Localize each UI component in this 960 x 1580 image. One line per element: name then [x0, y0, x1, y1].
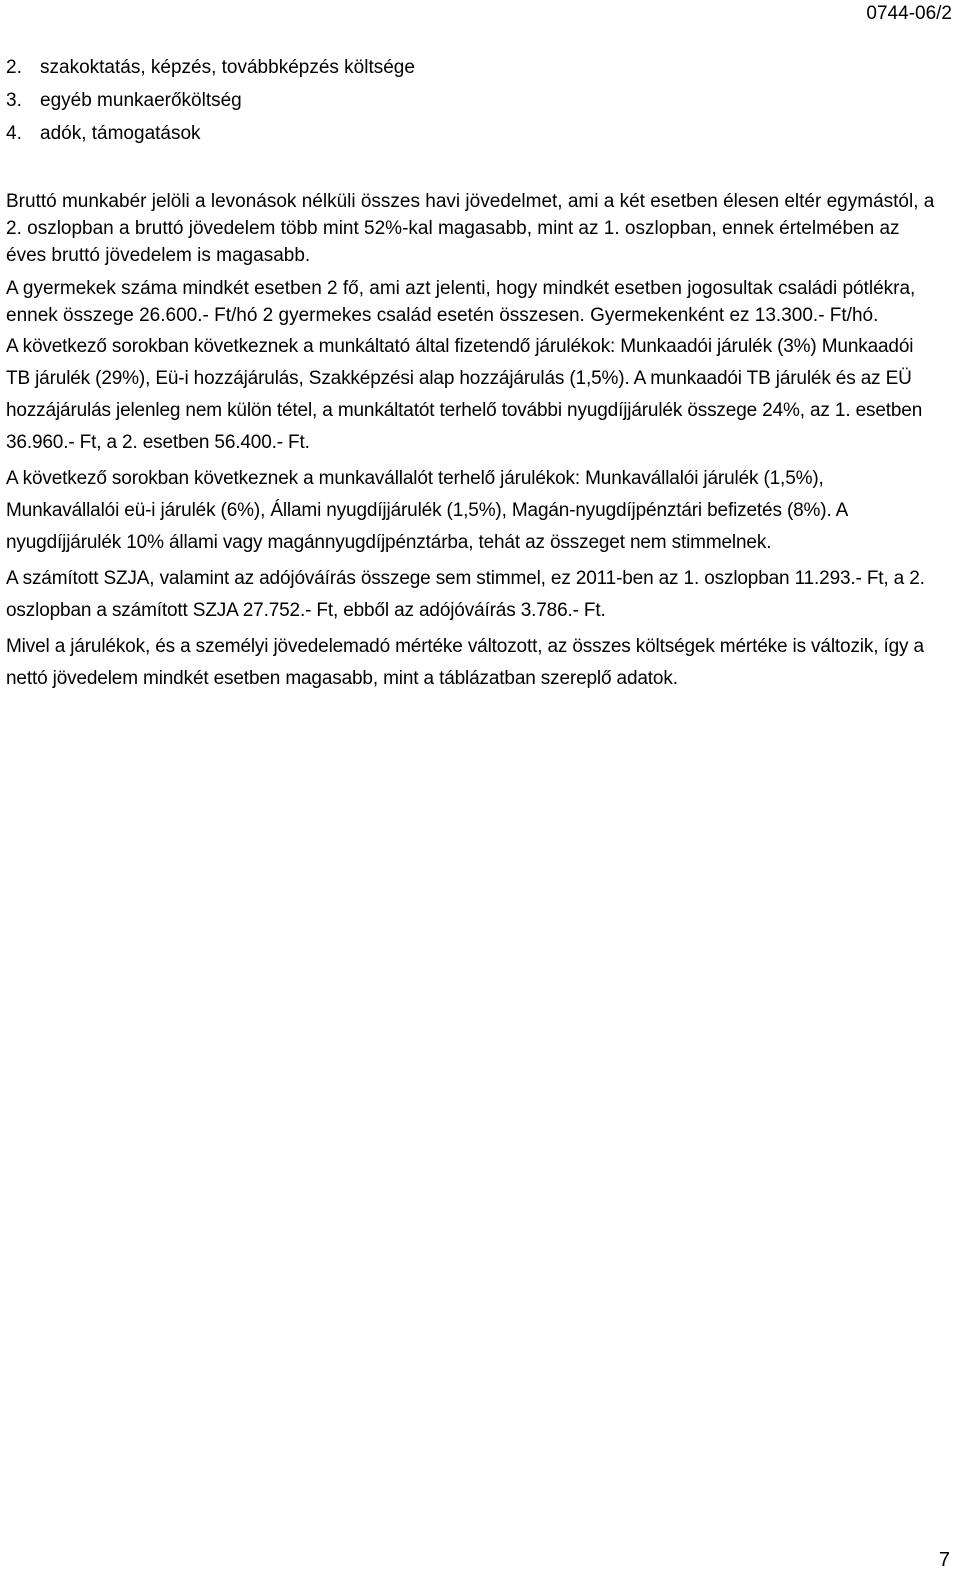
- list-item-number: 2.: [6, 57, 22, 78]
- list-item-text: adók, támogatások: [40, 123, 201, 144]
- list-item: [6, 88, 936, 121]
- paragraph-employee-contributions: A következő sorokban következnek a munkavállalót terhelő járulékok: Munkavállalói járulék (1,5%), Munkavállalói eü-i járulék (6%), Állami nyugdíjjárulék (1,5%), Magán-nyugdíjpénztári befizetés (8%). A nyugdíjjárulék 10% állami vagy magánnyugdíjpénztárba, tehát az összeget nem stimmelnek.: [6, 468, 848, 553]
- paragraph-children: A gyermekek száma mindkét esetben 2 fő, ami azt jelenti, hogy mindkét esetben jogosultak családi pótlékra, ennek összege 26.600.- Ft/hó 2 gyermekes család esetén összesen. Gyermekenként ez 13.300.- Ft/hó.: [6, 278, 916, 326]
- paragraph-gross-wage: Bruttó munkabér jelöli a levonások nélküli összes havi jövedelmet, ami a két esetben élesen eltér egymástól, a 2. oszlopban a bruttó jövedelem több mint 52%-kal magasabb, mint az 1. oszlopban, ennek értelmében az éves bruttó jövedelem is magasabb.: [6, 191, 935, 266]
- page-number: 7: [938, 1549, 950, 1571]
- document-code: 0744-06/2: [866, 3, 952, 24]
- body-text: [6, 188, 941, 699]
- paragraph-employer-contributions: A következő sorokban következnek a munkáltató által fizetendő járulékok: Munkaadói járulék (3%) Munkaadói TB járulék (29%), Eü-i hozzájárulás, Szakképzési alap hozzájárulás (1,5%). A munkaadói TB járulék és az EÜ hozzájárulás jelenleg nem külön tétel, a munkáltatót terhelő további nyugdíjjárulék összege 24%, az 1. esetben 36.960.- Ft, a 2. esetben 56.400.- Ft.: [6, 336, 923, 453]
- list-item: [6, 55, 936, 88]
- list-item-text: egyéb munkaerőköltség: [40, 90, 242, 111]
- list-item-text: szakoktatás, képzés, továbbképzés költsége: [40, 57, 415, 78]
- paragraph-tax: A számított SZJA, valamint az adójóváírás összege sem stimmel, ez 2011-ben az 1. oszlopban 11.293.- Ft, a 2. oszlopban a számított SZJA 27.752.- Ft, ebből az adójóváírás 3.786.- Ft.: [6, 568, 925, 621]
- paragraph-net-income: Mivel a járulékok, és a személyi jövedelemadó mértéke változott, az összes költségek mértéke is változik, így a nettó jövedelem mindkét esetben magasabb, mint a táblázatban szereplő adatok.: [6, 636, 924, 689]
- list-item: [6, 121, 936, 154]
- cost-category-list: [6, 55, 936, 154]
- list-item-number: 4.: [6, 123, 22, 144]
- list-item-number: 3.: [6, 90, 22, 111]
